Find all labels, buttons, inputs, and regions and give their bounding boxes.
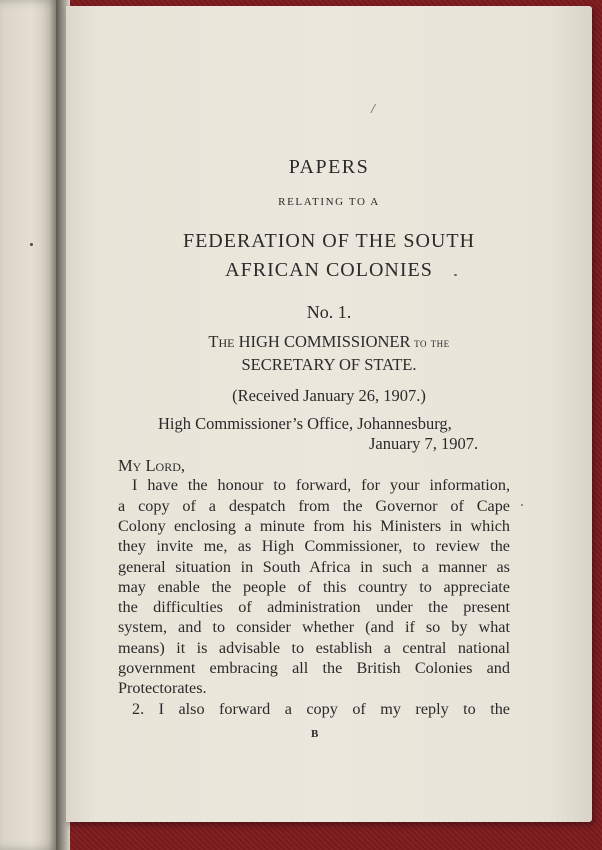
document-page xyxy=(66,6,592,822)
body-line: means) it is advisable to establish a central national xyxy=(118,639,510,657)
despatch-to: SECRETARY OF STATE. xyxy=(241,355,417,374)
despatch-from xyxy=(66,332,592,352)
despatch-from-the: the xyxy=(430,336,450,350)
despatch-number: No. 1. xyxy=(306,302,352,322)
body-line: the difficulties of administration under the present xyxy=(118,598,510,616)
body-line: I have the honour to forward, for your information, xyxy=(132,476,510,494)
salutation: My Lord, xyxy=(118,456,186,475)
body-line: may enable the people of this country to appreciate xyxy=(118,578,510,596)
facing-page xyxy=(0,0,58,850)
body-line: 2. I also forward a copy of my reply to the xyxy=(132,700,510,718)
title-papers: PAPERS xyxy=(288,156,370,178)
pencil-mark: / xyxy=(371,102,375,117)
body-line: Colony enclosing a minute from his Ministers in which xyxy=(118,517,510,535)
title-subject-line-1: FEDERATION OF THE SOUTH xyxy=(182,230,476,252)
page-speck xyxy=(30,243,33,246)
despatch-from-name: The HIGH COMMISSIONER xyxy=(208,332,411,351)
despatch-office: High Commissioner’s Office, Johannesburg, xyxy=(158,414,452,433)
despatch-date: January 7, 1907. xyxy=(369,434,479,453)
despatch-from-to: to xyxy=(410,336,431,350)
body-line: a copy of a despatch from the Governor of Cape xyxy=(118,497,510,515)
body-line: Protectorates. xyxy=(118,679,207,697)
body-line: general situation in South Africa in such a manner as xyxy=(118,558,510,576)
signature-mark: B xyxy=(311,728,319,740)
despatch-received: (Received January 26, 1907.) xyxy=(232,386,426,405)
page-speck xyxy=(521,504,523,506)
body-line: system, and to consider whether (and if so by what xyxy=(118,618,510,636)
body-line: government embracing all the British Colonies and xyxy=(118,659,510,677)
page-speck xyxy=(454,274,457,276)
title-subject-line-2: AFRICAN COLONIES xyxy=(225,259,433,281)
body-line: they invite me, as High Commissioner, to review the xyxy=(118,537,510,555)
title-relating: RELATING TO A xyxy=(278,196,380,208)
